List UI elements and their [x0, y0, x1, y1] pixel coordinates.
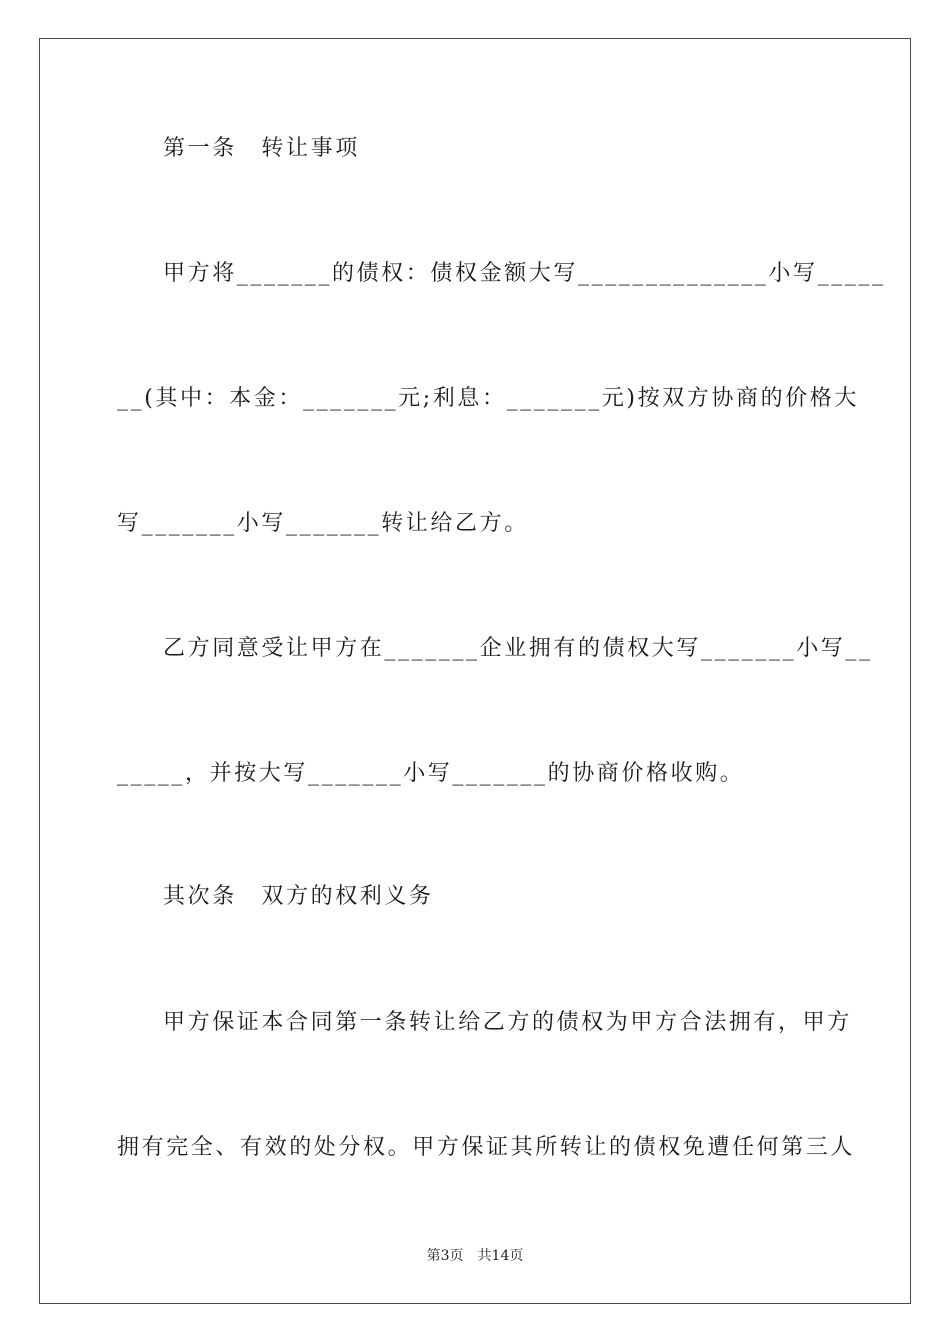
paragraph-line: 写_______小写_______转让给乙方。 [117, 511, 529, 536]
paragraph-line: 拥有完全、有效的处分权。甲方保证其所转让的债权免遭任何第三人 [117, 1135, 856, 1160]
page-number-footer: 第3页 共14页 [426, 1248, 524, 1264]
section-heading-2: 其次条 双方的权利义务 [163, 884, 434, 909]
paragraph-line: 乙方同意受让甲方在_______企业拥有的债权大写_______小写__ [163, 636, 873, 661]
paragraph-line: 甲方保证本合同第一条转让给乙方的债权为甲方合法拥有，甲方 [163, 1010, 852, 1035]
section-heading-1: 第一条 转让事项 [163, 136, 360, 161]
paragraph-line: 甲方将_______的债权：债权金额大写______________小写_____ [163, 261, 886, 286]
page-border [39, 38, 911, 1304]
paragraph-line: __(其中：本金：_______元;利息：_______元)按双方协商的价格大 [117, 386, 859, 411]
paragraph-line: _____，并按大写_______小写_______的协商价格收购。 [117, 761, 745, 786]
